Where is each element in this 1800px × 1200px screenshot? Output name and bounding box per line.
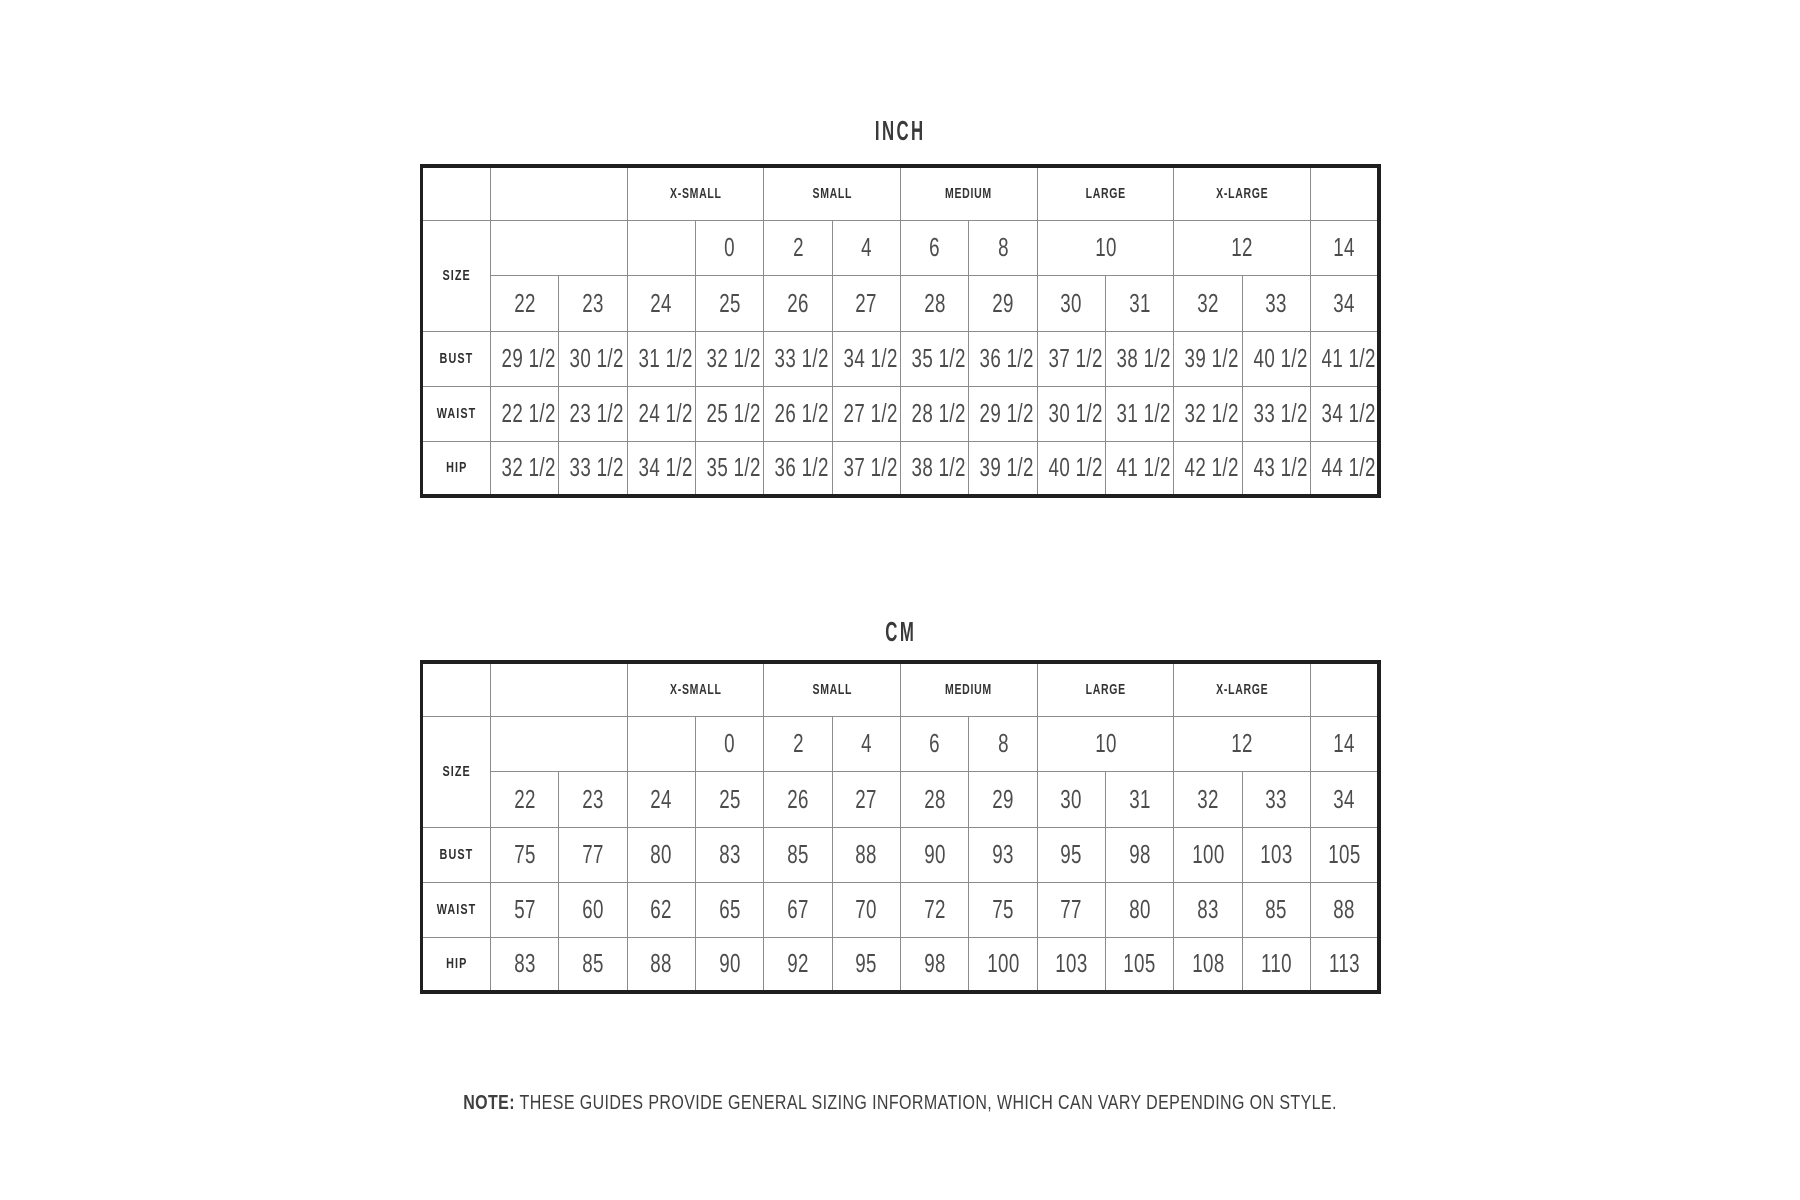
measurement-cell: 30 1/2: [1037, 386, 1105, 441]
size-group-cell: X-SMALL: [627, 662, 764, 716]
measurement-cell: 98: [901, 937, 969, 992]
measurement-cell: 35 1/2: [696, 441, 764, 496]
measurement-cell: 83: [696, 827, 764, 882]
measurement-cell: 90: [901, 827, 969, 882]
measurement-cell: 110: [1242, 937, 1310, 992]
blank-cell: [627, 716, 695, 771]
blank-cell: [491, 166, 628, 220]
inch-title-text: INCH: [875, 115, 926, 146]
measurement-cell: 40 1/2: [1242, 331, 1310, 386]
size-number-cell: 23: [559, 771, 627, 827]
inch-bust-row: [422, 331, 1380, 386]
measurement-cell: 103: [1037, 937, 1105, 992]
row-label-cell: WAIST: [422, 882, 491, 937]
size-number-cell: 2: [764, 220, 832, 275]
measurement-cell: 92: [764, 937, 832, 992]
measurement-cell: 88: [627, 937, 695, 992]
note-prefix: NOTE:: [463, 1092, 515, 1114]
row-label-cell: BUST: [422, 331, 491, 386]
inch-waist-row: [422, 386, 1380, 441]
size-number-cell: 27: [832, 275, 900, 331]
size-number-cell: 29: [969, 771, 1037, 827]
measurement-cell: 40 1/2: [1037, 441, 1105, 496]
cm-group-header-row: [422, 662, 1380, 716]
blank-cell: [491, 662, 628, 716]
inch-table-title: [420, 117, 1381, 145]
measurement-cell: 41 1/2: [1106, 441, 1174, 496]
size-number-cell: 25: [696, 771, 764, 827]
size-group-cell: SMALL: [764, 166, 901, 220]
size-number-cell: 0: [696, 716, 764, 771]
cm-waist-row: [422, 882, 1380, 937]
measurement-cell: 95: [832, 937, 900, 992]
blank-cell: [627, 220, 695, 275]
measurement-cell: 39 1/2: [969, 441, 1037, 496]
blank-cell: [422, 662, 491, 716]
measurement-cell: 100: [1174, 827, 1242, 882]
measurement-cell: 70: [832, 882, 900, 937]
measurement-cell: 41 1/2: [1311, 331, 1379, 386]
measurement-cell: 22 1/2: [491, 386, 559, 441]
measurement-cell: 38 1/2: [1106, 331, 1174, 386]
size-number-cell: 27: [832, 771, 900, 827]
measurement-cell: 62: [627, 882, 695, 937]
size-number-cell: 32: [1174, 771, 1242, 827]
measurement-cell: 23 1/2: [559, 386, 627, 441]
measurement-cell: 29 1/2: [969, 386, 1037, 441]
measurement-cell: 93: [969, 827, 1037, 882]
measurement-cell: 75: [969, 882, 1037, 937]
size-group-cell: X-LARGE: [1174, 662, 1311, 716]
note-body: THESE GUIDES PROVIDE GENERAL SIZING INFORMATION, WHICH CAN VARY DEPENDING ON STYLE.: [519, 1092, 1337, 1114]
size-group-cell: MEDIUM: [901, 662, 1038, 716]
measurement-cell: 44 1/2: [1311, 441, 1379, 496]
measurement-cell: 65: [696, 882, 764, 937]
size-number-cell: 26: [764, 771, 832, 827]
measurement-cell: 57: [491, 882, 559, 937]
inch-size-table: [420, 164, 1381, 498]
inch-alpha-size-row: [422, 275, 1380, 331]
sizing-note: [0, 1092, 1800, 1114]
size-group-cell: X-LARGE: [1174, 166, 1311, 220]
size-number-cell: 6: [901, 220, 969, 275]
size-number-cell: 23: [559, 275, 627, 331]
measurement-cell: 39 1/2: [1174, 331, 1242, 386]
measurement-cell: 100: [969, 937, 1037, 992]
inch-hip-row: [422, 441, 1380, 496]
blank-cell: [422, 166, 491, 220]
size-number-cell: 6: [901, 716, 969, 771]
cm-numeric-size-row: [422, 716, 1380, 771]
size-number-cell: 4: [832, 716, 900, 771]
size-number-cell: 14: [1311, 220, 1379, 275]
measurement-cell: 33 1/2: [764, 331, 832, 386]
measurement-cell: 83: [1174, 882, 1242, 937]
size-group-cell: MEDIUM: [901, 166, 1038, 220]
row-label-cell: HIP: [422, 937, 491, 992]
size-number-cell: 34: [1311, 771, 1379, 827]
size-number-cell: 30: [1037, 771, 1105, 827]
measurement-cell: 38 1/2: [901, 441, 969, 496]
measurement-cell: 77: [1037, 882, 1105, 937]
measurement-cell: 90: [696, 937, 764, 992]
measurement-cell: 103: [1242, 827, 1310, 882]
size-number-cell: 30: [1037, 275, 1105, 331]
sizing-note-text: [463, 1092, 1337, 1114]
measurement-cell: 72: [901, 882, 969, 937]
measurement-cell: 88: [832, 827, 900, 882]
inch-numeric-size-row: [422, 220, 1380, 275]
measurement-cell: 37 1/2: [832, 441, 900, 496]
size-row-label-cell: SIZE: [422, 220, 491, 331]
size-number-cell: 24: [627, 771, 695, 827]
size-number-cell: 29: [969, 275, 1037, 331]
cm-size-table: [420, 660, 1381, 994]
size-number-cell: 8: [969, 220, 1037, 275]
measurement-cell: 88: [1311, 882, 1379, 937]
size-group-cell: LARGE: [1037, 662, 1174, 716]
blank-cell: [1311, 166, 1379, 220]
measurement-cell: 95: [1037, 827, 1105, 882]
measurement-cell: 80: [1106, 882, 1174, 937]
size-row-label-cell: SIZE: [422, 716, 491, 827]
size-number-cell: 22: [491, 771, 559, 827]
size-number-cell: 10: [1037, 220, 1174, 275]
measurement-cell: 98: [1106, 827, 1174, 882]
size-group-cell: X-SMALL: [627, 166, 764, 220]
measurement-cell: 77: [559, 827, 627, 882]
size-number-cell: 4: [832, 220, 900, 275]
measurement-cell: 27 1/2: [832, 386, 900, 441]
measurement-cell: 113: [1311, 937, 1379, 992]
size-number-cell: 26: [764, 275, 832, 331]
inch-group-header-row: [422, 166, 1380, 220]
size-number-cell: 28: [901, 771, 969, 827]
measurement-cell: 33 1/2: [559, 441, 627, 496]
measurement-cell: 43 1/2: [1242, 441, 1310, 496]
cm-hip-row: [422, 937, 1380, 992]
size-number-cell: 33: [1242, 771, 1310, 827]
measurement-cell: 32 1/2: [696, 331, 764, 386]
measurement-cell: 42 1/2: [1174, 441, 1242, 496]
measurement-cell: 34 1/2: [832, 331, 900, 386]
measurement-cell: 60: [559, 882, 627, 937]
measurement-cell: 32 1/2: [491, 441, 559, 496]
blank-cell: [491, 220, 628, 275]
size-group-cell: LARGE: [1037, 166, 1174, 220]
cm-alpha-size-row: [422, 771, 1380, 827]
measurement-cell: 31 1/2: [627, 331, 695, 386]
measurement-cell: 32 1/2: [1174, 386, 1242, 441]
cm-title-text: CM: [885, 616, 916, 647]
row-label-cell: WAIST: [422, 386, 491, 441]
size-number-cell: 25: [696, 275, 764, 331]
measurement-cell: 75: [491, 827, 559, 882]
size-number-cell: 31: [1106, 771, 1174, 827]
measurement-cell: 67: [764, 882, 832, 937]
measurement-cell: 83: [491, 937, 559, 992]
size-number-cell: 32: [1174, 275, 1242, 331]
measurement-cell: 36 1/2: [764, 441, 832, 496]
measurement-cell: 25 1/2: [696, 386, 764, 441]
measurement-cell: 28 1/2: [901, 386, 969, 441]
size-number-cell: 22: [491, 275, 559, 331]
measurement-cell: 34 1/2: [1311, 386, 1379, 441]
cm-table-title: [420, 618, 1381, 646]
measurement-cell: 29 1/2: [491, 331, 559, 386]
size-number-cell: 0: [696, 220, 764, 275]
measurement-cell: 30 1/2: [559, 331, 627, 386]
blank-cell: [491, 716, 628, 771]
measurement-cell: 26 1/2: [764, 386, 832, 441]
measurement-cell: 85: [1242, 882, 1310, 937]
measurement-cell: 31 1/2: [1106, 386, 1174, 441]
measurement-cell: 85: [764, 827, 832, 882]
measurement-cell: 34 1/2: [627, 441, 695, 496]
size-number-cell: 24: [627, 275, 695, 331]
measurement-cell: 37 1/2: [1037, 331, 1105, 386]
size-number-cell: 2: [764, 716, 832, 771]
measurement-cell: 85: [559, 937, 627, 992]
measurement-cell: 33 1/2: [1242, 386, 1310, 441]
size-number-cell: 33: [1242, 275, 1310, 331]
measurement-cell: 35 1/2: [901, 331, 969, 386]
size-group-cell: SMALL: [764, 662, 901, 716]
size-number-cell: 8: [969, 716, 1037, 771]
size-number-cell: 12: [1174, 220, 1311, 275]
measurement-cell: 105: [1106, 937, 1174, 992]
size-number-cell: 31: [1106, 275, 1174, 331]
measurement-cell: 105: [1311, 827, 1379, 882]
row-label-cell: HIP: [422, 441, 491, 496]
size-number-cell: 12: [1174, 716, 1311, 771]
measurement-cell: 80: [627, 827, 695, 882]
size-number-cell: 14: [1311, 716, 1379, 771]
size-number-cell: 28: [901, 275, 969, 331]
cm-bust-row: [422, 827, 1380, 882]
size-number-cell: 34: [1311, 275, 1379, 331]
blank-cell: [1311, 662, 1379, 716]
measurement-cell: 36 1/2: [969, 331, 1037, 386]
size-number-cell: 10: [1037, 716, 1174, 771]
row-label-cell: BUST: [422, 827, 491, 882]
measurement-cell: 108: [1174, 937, 1242, 992]
measurement-cell: 24 1/2: [627, 386, 695, 441]
